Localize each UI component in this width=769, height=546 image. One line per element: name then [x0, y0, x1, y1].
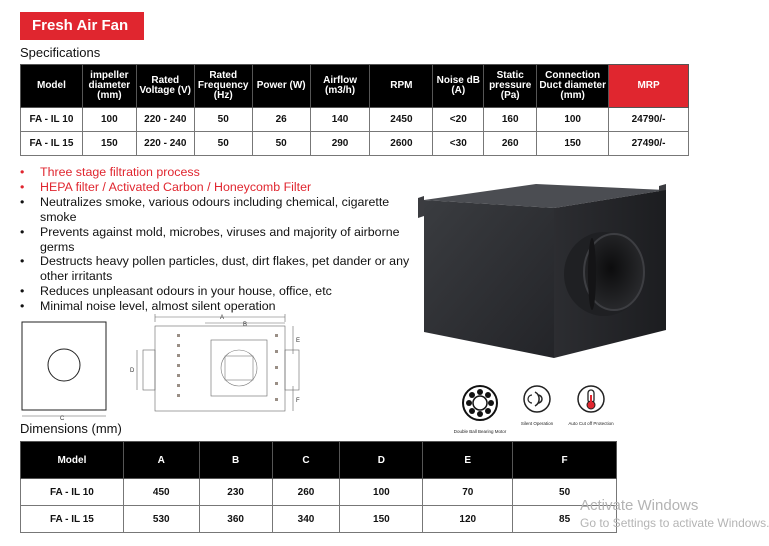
table-cell: 360 — [199, 506, 272, 533]
badge-label: Auto Cut off Protection — [568, 421, 614, 426]
thermal-cutoff-icon — [576, 384, 606, 414]
front-view-drawing — [20, 320, 110, 420]
table-cell: 450 — [123, 479, 199, 506]
silent-operation-icon — [522, 384, 552, 414]
table-cell: 220 - 240 — [136, 132, 194, 156]
dimension-label-b: B — [243, 322, 248, 328]
header-duct-diameter: Connection Duct diameter (mm) — [537, 65, 609, 108]
table-cell: 100 — [340, 479, 423, 506]
dimensions-header-row — [21, 442, 617, 479]
header-impeller-diameter: impeller diameter (mm) — [82, 65, 136, 108]
table-row — [21, 506, 617, 533]
activate-windows-watermark — [580, 497, 769, 530]
table-cell: <20 — [433, 108, 484, 132]
table-cell: 24790/- — [609, 108, 689, 132]
badge-silent-operation — [512, 384, 562, 426]
table-cell: 100 — [537, 108, 609, 132]
table-cell: 140 — [310, 108, 370, 132]
table-cell: 120 — [423, 506, 513, 533]
dimensions-table — [20, 441, 617, 533]
table-cell: 27490/- — [609, 132, 689, 156]
feature-item: • Minimal noise level, almost silent operation — [20, 299, 415, 314]
feature-item: • Neutralizes smoke, various odours including chemical, cigarette smoke — [20, 195, 415, 225]
badge-label: Silent Operation — [520, 421, 554, 426]
specifications-table — [20, 64, 689, 156]
badge-ball-bearing — [440, 384, 520, 434]
table-cell: 150 — [82, 132, 136, 156]
header-rated-frequency: Rated Frequency (Hz) — [194, 65, 252, 108]
table-row — [21, 108, 689, 132]
watermark-title: Activate Windows — [580, 497, 699, 514]
table-cell: 260 — [484, 132, 537, 156]
specifications-heading: Specifications — [20, 45, 101, 60]
table-cell: 50 — [513, 479, 617, 506]
table-cell: 50 — [194, 132, 252, 156]
table-cell: 260 — [272, 479, 340, 506]
header-f: F — [513, 442, 617, 479]
table-cell: 220 - 240 — [136, 108, 194, 132]
dimension-label-c: C — [60, 416, 65, 422]
product-image — [404, 162, 674, 362]
header-a: A — [123, 442, 199, 479]
dimensions-heading: Dimensions (mm) — [20, 421, 122, 436]
header-airflow: Airflow (m3/h) — [310, 65, 370, 108]
page-title: Fresh Air Fan — [20, 12, 144, 40]
header-power: Power (W) — [252, 65, 310, 108]
header-rated-voltage: Rated Voltage (V) — [136, 65, 194, 108]
header-rpm: RPM — [370, 65, 433, 108]
table-cell: 150 — [537, 132, 609, 156]
feature-item: • Destructs heavy pollen particles, dust, dirt flakes, pet dander or any other irritants — [20, 254, 415, 284]
feature-item: • Three stage filtration process — [20, 165, 415, 180]
ball-bearing-icon — [461, 384, 499, 422]
header-model: Model — [21, 65, 83, 108]
table-cell: 100 — [82, 108, 136, 132]
header-model: Model — [21, 442, 124, 479]
table-cell: 150 — [340, 506, 423, 533]
table-cell: FA - IL 15 — [21, 506, 124, 533]
table-cell: 160 — [484, 108, 537, 132]
header-mrp: MRP — [609, 65, 689, 108]
badge-auto-cutoff — [560, 384, 622, 426]
header-d: D — [340, 442, 423, 479]
dimension-label-a: A — [220, 315, 225, 321]
table-cell: FA - IL 15 — [21, 132, 83, 156]
table-cell: FA - IL 10 — [21, 108, 83, 132]
dimension-label-d: D — [130, 368, 135, 374]
table-cell: 85 — [513, 506, 617, 533]
table-cell: 230 — [199, 479, 272, 506]
dimension-label-f: F — [296, 398, 300, 404]
table-cell: 530 — [123, 506, 199, 533]
feature-badges — [440, 384, 630, 434]
table-cell: 340 — [272, 506, 340, 533]
table-cell: 50 — [252, 132, 310, 156]
table-row — [21, 479, 617, 506]
feature-item: • Reduces unpleasant odours in your house, office, etc — [20, 284, 415, 299]
table-cell: 2450 — [370, 108, 433, 132]
header-b: B — [199, 442, 272, 479]
table-cell: FA - IL 10 — [21, 479, 124, 506]
side-view-drawing — [125, 314, 310, 419]
feature-item: • Prevents against mold, microbes, viruses and majority of airborne germs — [20, 225, 415, 255]
badge-label: Double Ball Bearing Motor — [453, 429, 507, 434]
feature-list — [20, 165, 415, 314]
header-static-pressure: Static pressure (Pa) — [484, 65, 537, 108]
feature-item: • HEPA filter / Activated Carbon / Honeycomb Filter — [20, 180, 415, 195]
table-cell: 2600 — [370, 132, 433, 156]
header-c: C — [272, 442, 340, 479]
dimension-label-e: E — [296, 338, 301, 344]
table-cell: 26 — [252, 108, 310, 132]
table-cell: 50 — [194, 108, 252, 132]
watermark-subtitle: Go to Settings to activate Windows. — [580, 516, 769, 530]
table-row — [21, 132, 689, 156]
header-e: E — [423, 442, 513, 479]
table-cell: 290 — [310, 132, 370, 156]
table-cell: <30 — [433, 132, 484, 156]
specifications-header-row — [21, 65, 689, 108]
table-cell: 70 — [423, 479, 513, 506]
header-noise: Noise dB (A) — [433, 65, 484, 108]
